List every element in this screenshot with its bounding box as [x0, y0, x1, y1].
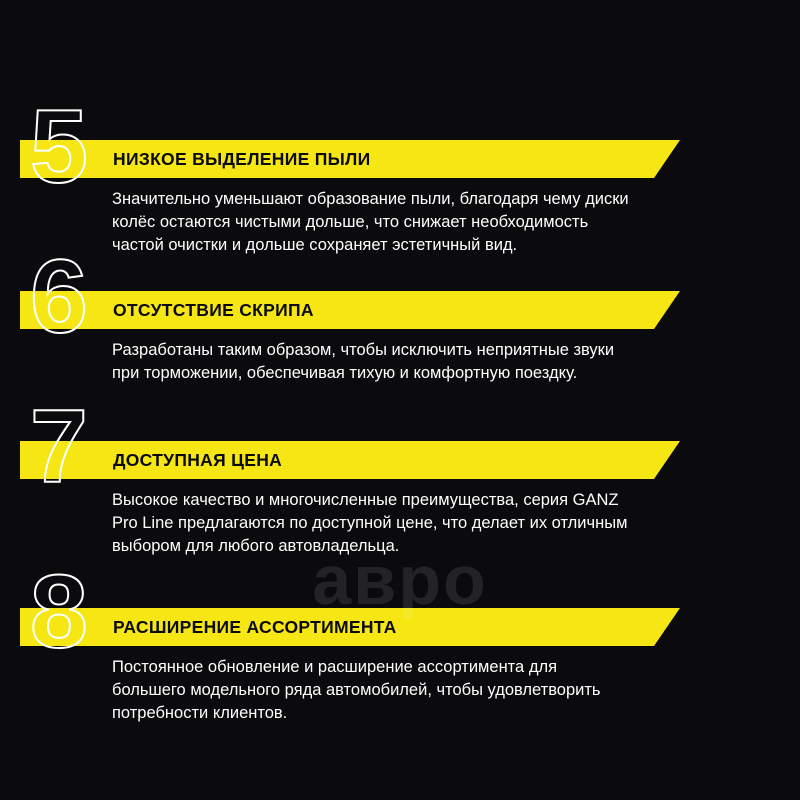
feature-number: 8 [30, 554, 86, 670]
feature-number: 7 [30, 389, 86, 505]
feature-title: НИЗКОЕ ВЫДЕЛЕНИЕ ПЫЛИ [113, 149, 371, 169]
feature-title: РАСШИРЕНИЕ АССОРТИМЕНТА [113, 617, 397, 637]
watermark: авро [312, 541, 488, 619]
feature-number: 5 [30, 89, 86, 205]
feature-title: ДОСТУПНАЯ ЦЕНА [113, 450, 283, 470]
feature-title: ОТСУТСТВИЕ СКРИПА [113, 300, 314, 320]
feature-text: Постоянное обновление и расширение ассортимента для большего модельного ряда автомобилей, чтобы удовлетворить потребности клиентов. [112, 658, 601, 722]
feature-text: Значительно уменьшают образование пыли, благодаря чему диски колёс остаются чистыми дольше, что снижает необходимость частой очистки и дольше сохраняет эстетичный вид. [112, 190, 629, 254]
feature-text: Высокое качество и многочисленные преимущества, серия GANZ Pro Line предлагаются по доступной цене, что делает их отличным выбором для любого автовладельца. [112, 491, 628, 555]
feature-text: Разработаны таким образом, чтобы исключить неприятные звуки при торможении, обеспечивая тихую и комфортную поездку. [112, 341, 615, 382]
feature-number: 6 [30, 239, 86, 355]
